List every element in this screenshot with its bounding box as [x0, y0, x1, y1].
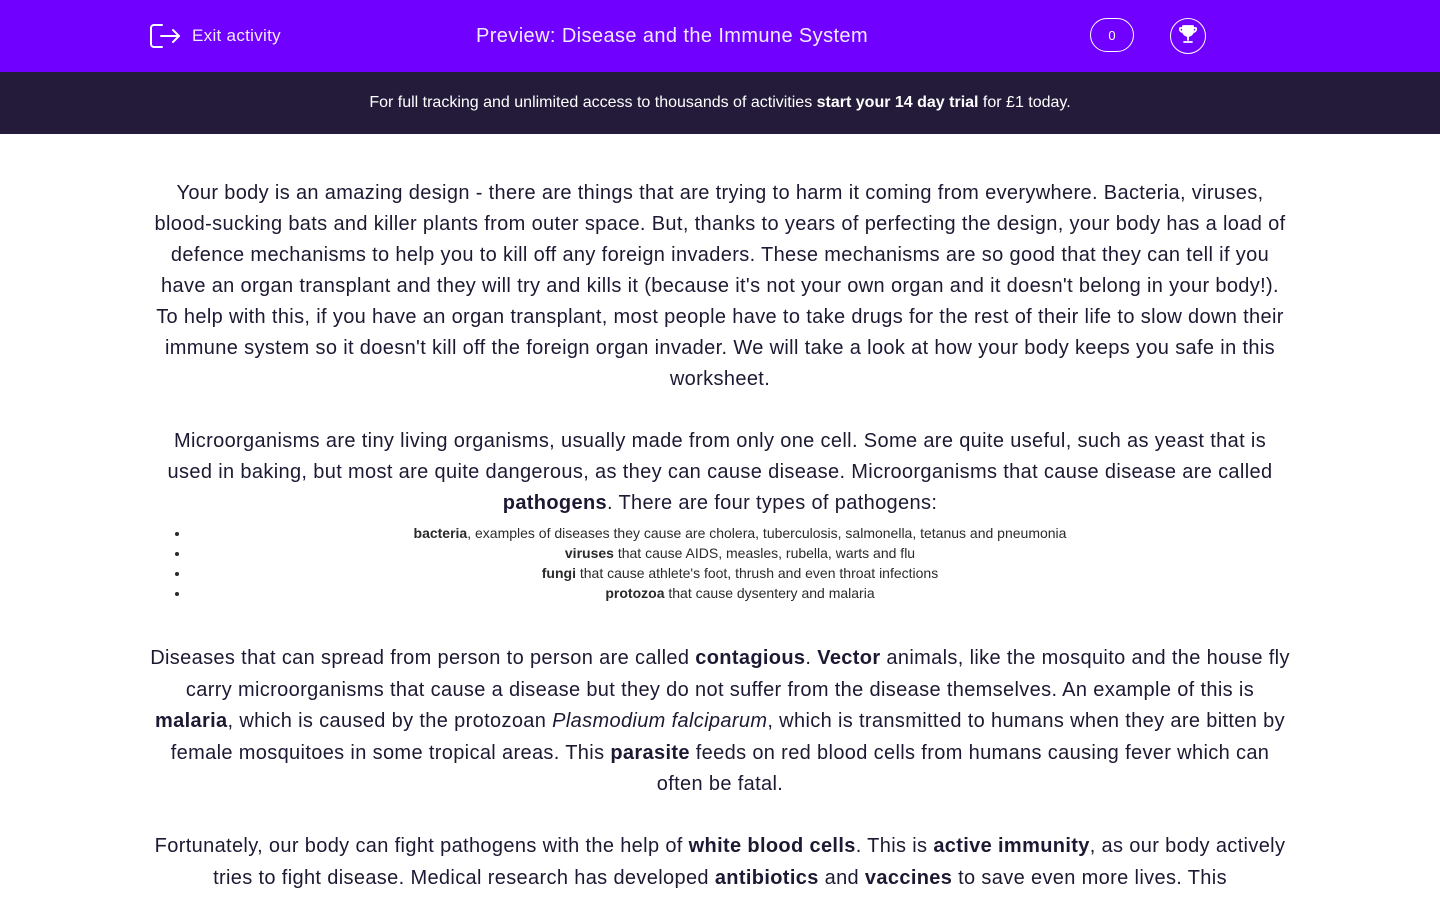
page-title: Preview: Disease and the Immune System [475, 24, 869, 47]
contagious-paragraph: Diseases that can spread from person to person are called contagious. Vector animals, like the mosquito and the house fly carry microorganisms that cause a disease but they do not suffer from the disease themselves. An example of this is malaria, which is caused by the protozoan Plasmodium falciparum, which is transmitted to humans when they are bitten by female mosquitoes in some tropical areas. This parasite feeds on red blood cells from humans causing fever which can often be fatal. [150, 647, 1290, 796]
banner-text-end: for £1 today. [978, 94, 1071, 111]
list-item: • fungi that cause athlete's foot, thrush and even throat infections [190, 563, 1290, 583]
list-item: • protozoa that cause dysentery and malaria [190, 583, 1290, 603]
microorganisms-paragraph: Microorganisms are tiny living organisms, usually made from only one cell. Some are quite useful, such as yeast that is used in baking, but most are quite dangerous, as they can cause disease. Microorganisms that cause disease are called pathogens. There are four types of pathogens: [167, 430, 1273, 514]
intro-paragraph: Your body is an amazing design - there are things that are trying to harm it coming from everywhere. Bacteria, viruses, blood-sucking bats and killer plants from outer space. But, thanks to years of perfecting the design, your body has a load of defence mechanisms to help you to kill off any foreign invaders. These mechanisms are so good that they can tell if you have an organ transplant and they will try and kills it (because it's not your own organ and it doesn't belong in your body!). To help with this, if you have an organ transplant, most people have to take drugs for the rest of their life to slow down their immune system so it doesn't kill off the foreign organ invader. We will take a look at how your body keeps you safe in this worksheet. [154, 182, 1286, 390]
term-pathogens: pathogens [502, 492, 608, 514]
trophy-icon [1176, 22, 1200, 51]
list-item: • bacteria, examples of diseases they cause are cholera, tuberculosis, salmonella, tetanus and pneumonia [190, 523, 1290, 543]
immunity-paragraph: Fortunately, our body can fight pathogens with the help of white blood cells. This is active immunity, as our body actively tries to fight disease. Medical research has developed antibiotics and vaccines to save even more lives. This [154, 834, 1286, 889]
trophy-button[interactable] [1170, 18, 1206, 54]
worksheet-content [150, 178, 1290, 894]
score-badge: 0 [1090, 18, 1134, 52]
trial-link[interactable]: start your 14 day trial [816, 94, 979, 111]
trial-banner [0, 72, 1440, 134]
pathogen-list [150, 523, 1290, 603]
banner-text: For full tracking and unlimited access to thousands of activities [369, 94, 817, 111]
exit-activity-label: Exit activity [192, 26, 281, 45]
list-item: • viruses that cause AIDS, measles, rubella, warts and flu [190, 543, 1290, 563]
top-bar [0, 0, 1440, 72]
